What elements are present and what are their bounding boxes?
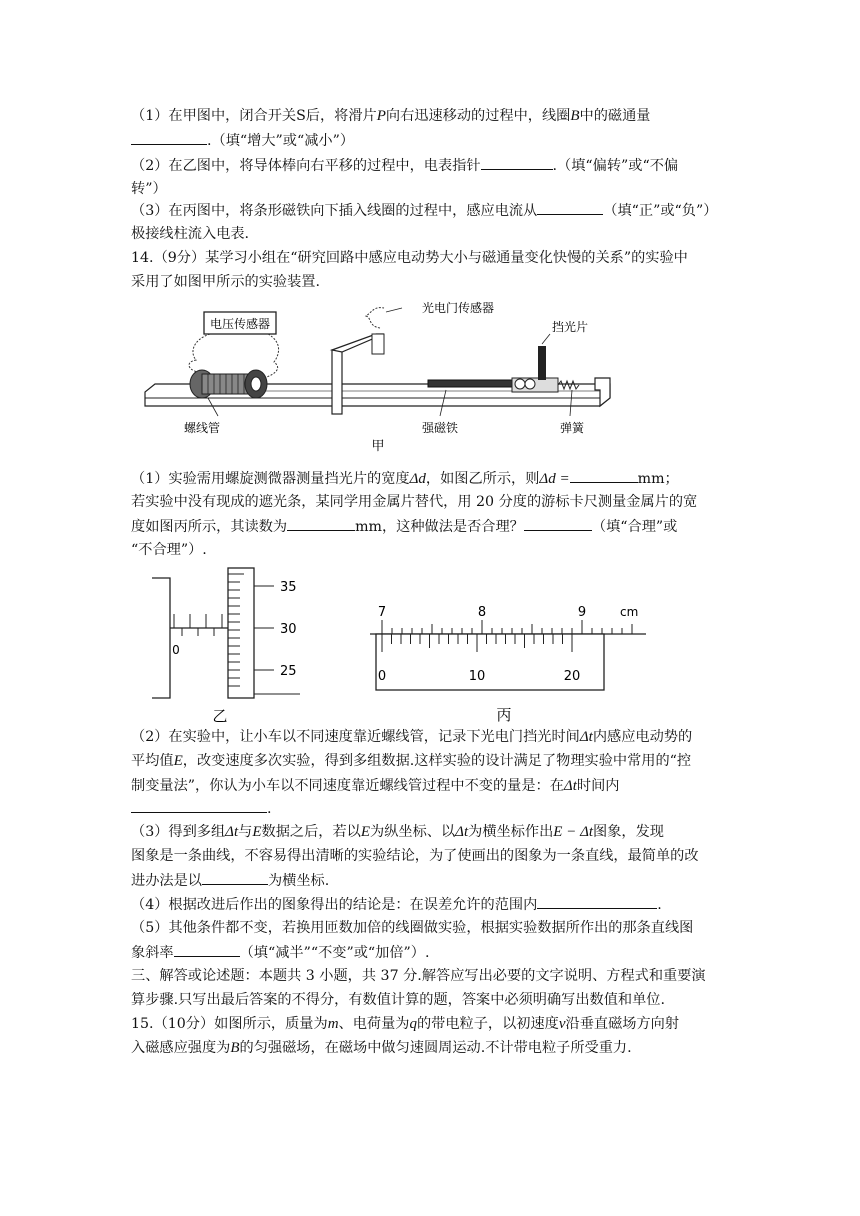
q14-part5-line2: [131, 942, 429, 963]
text: 图象是一条曲线，不容易得出清晰的实验结论，为了使画出的图象为一条直线，最简单的改: [131, 848, 699, 864]
q14-part3-line3: [131, 870, 329, 891]
q13-part2-line2: [131, 179, 167, 199]
wire-left: [189, 334, 210, 372]
answer-blank[interactable]: [202, 870, 268, 885]
text: 制变量法”，你认为小车以不同速度靠近螺线管过程中不变的量是：在: [131, 778, 564, 794]
q15-line1: [131, 1014, 679, 1034]
text: 转”）: [131, 181, 167, 197]
symbol-E: E: [173, 753, 183, 769]
thimble-major-marks: [254, 586, 274, 670]
text: （5）其他条件都不变，若换用匝数加倍的线圈做实验，根据实验数据所作出的那条直线图: [131, 920, 694, 936]
figure-caption-bing: 丙: [496, 706, 512, 724]
text: （3）得到多组: [131, 824, 226, 840]
unit-label: cm: [620, 605, 639, 619]
solenoid-bore: [251, 377, 261, 391]
answer-blank[interactable]: [131, 798, 267, 813]
text: 三、解答或论述题：本题共 3 小题，共 37 分.解答应写出必要的文字说明、方程式和重要演: [131, 968, 706, 984]
text: （填“减半”“不变”或“加倍”）.: [239, 945, 430, 961]
text: 为横坐标.: [267, 873, 330, 889]
magnet-label: 强磁铁: [421, 421, 459, 435]
main-scale-label-9: 9: [577, 605, 587, 620]
shading-plate: [538, 346, 546, 380]
q14-part1-line3: [131, 516, 677, 537]
text: 的匀强磁场，在磁场中做匀速圆周运动.不计带电粒子所受重力.: [239, 1040, 632, 1056]
text: 14.（9分）某学习小组在“研究回路中感应电动势大小与磁通量变化快慢的关系”的实验中: [131, 250, 688, 266]
q14-part2-line3: [131, 776, 619, 796]
symbol-B: B: [230, 1040, 240, 1056]
photogate-cable: [366, 308, 384, 328]
answer-blank[interactable]: [174, 942, 240, 957]
q14-part3-line1: [131, 822, 664, 842]
main-scale-label-7: 7: [377, 605, 387, 620]
text: 数据之后，若以: [261, 824, 361, 840]
text: 与: [238, 824, 253, 840]
text: 时间内: [576, 778, 620, 794]
text: 采用了如图甲所示的实验装置.: [131, 274, 320, 290]
text: 度如图丙所示，其读数为: [131, 519, 288, 535]
text: mm；: [637, 471, 679, 487]
symbol-delta-d: Δd: [409, 471, 426, 487]
main-scale-label-8: 8: [477, 605, 487, 620]
symbol-P: P: [376, 108, 386, 124]
q14-part5-line1: [131, 918, 693, 938]
section3-heading-line1: [131, 966, 706, 986]
symbol-delta-t: Δt: [225, 824, 239, 840]
text: （4）根据改进后作出的图象得出的结论是：在误差允许的范围内: [131, 897, 538, 913]
text: 为纵坐标、以: [370, 824, 456, 840]
photogate-leader: [386, 308, 402, 312]
text: .: [657, 897, 662, 913]
micrometer-frame: [152, 578, 170, 698]
q14-part2-line4: .: [131, 798, 272, 819]
text: 为横坐标作出: [468, 824, 554, 840]
section3-heading-line2: [131, 990, 665, 1010]
vernier-label-20: 20: [563, 669, 581, 684]
cart-wheel: [525, 379, 535, 389]
text: 平均值: [131, 753, 174, 769]
text: ，改变速度多次实验，得到多组数据.这样实验的设计满足了物理实验中常用的“控: [182, 753, 692, 769]
text: “不合理”）.: [131, 542, 207, 558]
photogate-label: 光电门传感器: [421, 301, 495, 315]
q13-part2-line1: [131, 155, 678, 176]
figure-micrometer: [150, 566, 310, 726]
cart-wheel: [515, 379, 525, 389]
symbol-E-dt: E − Δt: [553, 824, 594, 840]
text: （填“正”或“负”）: [603, 203, 718, 219]
main-scale-ticks: [382, 620, 632, 634]
q14-part4-line1: [131, 894, 662, 915]
text: mm，这种做法是否合理？: [355, 519, 524, 535]
text: ，如图乙所示，则: [425, 471, 540, 487]
text: （3）在丙图中，将条形磁铁向下插入线圈的过程中，感应电流从: [131, 203, 538, 219]
answer-blank[interactable]: [524, 516, 592, 531]
text: .（填“增大”或“减小”）: [207, 133, 355, 149]
q15-line2: [131, 1038, 632, 1058]
text: 15.（10分）如图所示，质量为: [131, 1016, 328, 1032]
figure-caption-jia: 甲: [371, 439, 385, 454]
q14-stem-line1: [131, 248, 688, 268]
q13-part3-line1: [131, 200, 717, 221]
answer-blank[interactable]: [131, 130, 207, 145]
vernier-label-0: 0: [377, 669, 387, 684]
text: 进办法是以: [131, 873, 202, 889]
shading-plate-label: 挡光片: [551, 320, 589, 334]
photogate-post: [332, 350, 342, 414]
text: 中的磁通量: [579, 108, 651, 124]
symbol-delta-t: Δt: [579, 729, 593, 745]
solenoid-label: 螺线管: [183, 421, 221, 435]
symbol-B: B: [570, 108, 580, 124]
symbol-q: q: [409, 1016, 417, 1032]
symbol-delta-d-eq: Δd =: [539, 471, 570, 487]
text: 向右迅速移动的过程中，线圈: [385, 108, 571, 124]
q13-part1-line1: [131, 106, 651, 126]
vernier-label-10: 10: [468, 669, 486, 684]
spring-label: 弹簧: [559, 421, 585, 435]
thimble-label-35: 35: [280, 580, 297, 595]
text: .（填“偏转”或“不偏: [552, 158, 679, 174]
text: 的带电粒子，以初速度: [416, 1016, 559, 1032]
text: 算步骤.只写出最后答案的不得分，有数值计算的题，答案中必须明确写出数值和单位.: [131, 992, 665, 1008]
text: （1）在甲图中，闭合开关S后，将滑片: [131, 108, 377, 124]
answer-blank[interactable]: [287, 516, 355, 531]
q14-part2-line1: [131, 727, 692, 747]
q14-part3-line2: [131, 846, 699, 866]
answer-blank[interactable]: [481, 155, 553, 170]
figure-apparatus: [140, 298, 630, 458]
sleeve-zero-label: 0: [172, 643, 180, 657]
plate-leader: [542, 334, 550, 344]
thimble-label-30: 30: [280, 622, 297, 637]
text: 入磁感应强度为: [131, 1040, 231, 1056]
figure-vernier-caliper: [364, 600, 654, 726]
text: 内感应电动势的: [592, 729, 693, 745]
answer-blank[interactable]: [570, 468, 638, 483]
text: （2）在乙图中，将导体棒向右平移的过程中，电表指针: [131, 158, 481, 174]
sleeve-ticks: [174, 614, 222, 636]
text: 若实验中没有现成的遮光条，某同学用金属片替代，用 20 分度的游标卡尺测量金属片的宽: [131, 494, 698, 510]
text: 沿垂直磁场方向射: [565, 1016, 680, 1032]
q14-part2-line2: [131, 751, 691, 771]
symbol-delta-t: Δt: [563, 778, 577, 794]
symbol-E: E: [360, 824, 371, 840]
text: （2）在实验中，让小车以不同速度靠近螺线管，记录下光电门挡光时间: [131, 729, 580, 745]
q14-part1-line2: [131, 492, 697, 512]
answer-blank[interactable]: [537, 200, 603, 215]
symbol-delta-t: Δt: [455, 824, 469, 840]
symbol-v: v: [558, 1016, 566, 1032]
wire-right: [264, 334, 279, 378]
thimble-label-25: 25: [280, 664, 297, 679]
text: （填“合理”或: [591, 519, 678, 535]
text: 图象，发现: [593, 824, 664, 840]
photogate-head: [372, 334, 384, 354]
q13-part3-line2: [131, 224, 249, 244]
symbol-E: E: [252, 824, 262, 840]
symbol-m: m: [327, 1016, 339, 1032]
q13-part1-line2: [131, 130, 354, 151]
q14-stem-line2: [131, 272, 320, 292]
q14-part1-line1: [131, 468, 679, 489]
text: 极接线柱流入电表.: [131, 226, 250, 242]
text: 、电荷量为: [338, 1016, 410, 1032]
q14-part1-line4: [131, 540, 207, 560]
voltage-sensor-label: 电压传感器: [209, 317, 271, 331]
figure-caption-yi: 乙: [212, 707, 228, 725]
text: 象斜率: [131, 945, 174, 961]
magnet-bar: [428, 380, 520, 387]
text: （1）实验需用螺旋测微器测量挡光片的宽度: [131, 471, 410, 487]
answer-blank[interactable]: [537, 894, 657, 909]
